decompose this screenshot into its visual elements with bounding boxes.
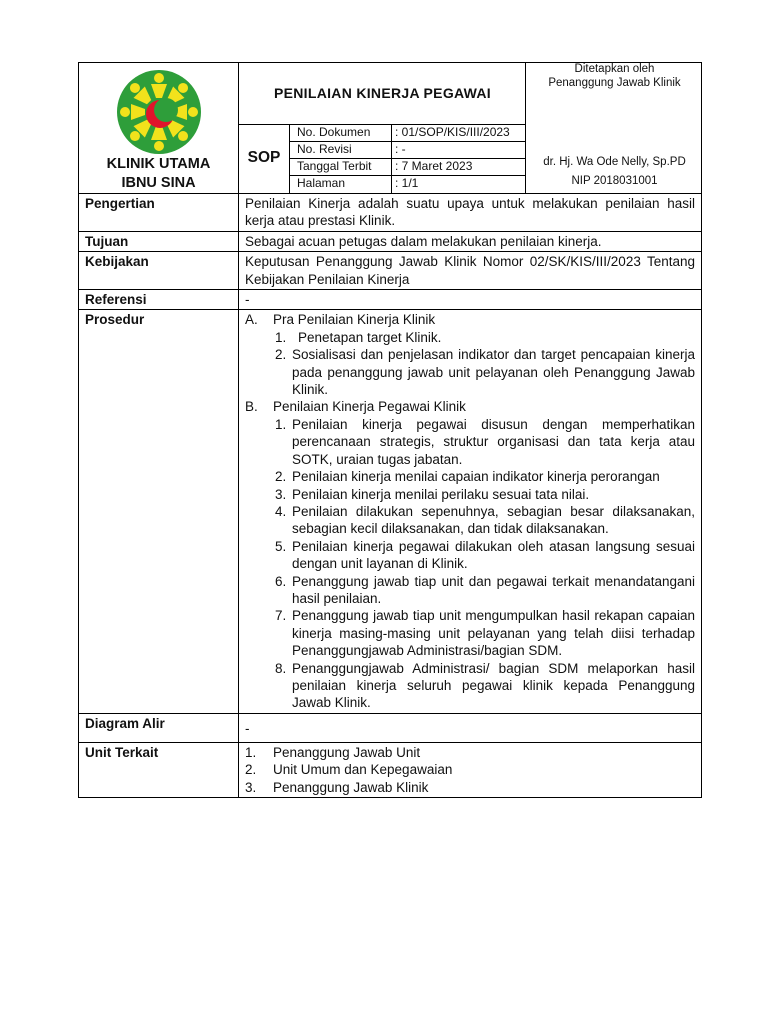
row-content: -: [239, 290, 702, 310]
divider: [238, 63, 239, 193]
item-text: Penilaian kinerja pegawai dilakukan oleh atasan langsung sesuai dengan unit layanan di Klinik.: [292, 538, 695, 572]
item-number: 1.: [245, 744, 257, 760]
list-item: [245, 779, 695, 796]
row-label: Diagram Alir: [79, 713, 239, 742]
document-title: PENILAIAN KINERJA PEGAWAI: [273, 85, 491, 101]
item-number: 6.: [275, 573, 287, 589]
row-label: Tujuan: [79, 231, 239, 251]
row-content: [239, 310, 702, 713]
item-number: 2.: [275, 469, 287, 485]
item-number: 2.: [245, 762, 257, 778]
field-value: : 01/SOP/KIS/III/2023: [395, 125, 510, 139]
row-content: Sebagai acuan petugas dalam melakukan penilaian kinerja.: [239, 231, 702, 251]
item-number: 3.: [275, 486, 287, 502]
row-content: Keputusan Penanggung Jawab Klinik Nomor 02/SK/KIS/III/2023 Tentang Kebijakan Penilaian Kinerja: [239, 252, 702, 290]
item-text: Sosialisasi dan penjelasan indikator dan target pencapaian kinerja pada penanggung jawab unit pelayanan oleh Penanggung Jawab Klinik.: [292, 347, 695, 398]
item-text: Penilaian dilakukan sepenuhnya, sebagian besar dilaksanakan, sebagian kecil dilaksanakan, dan tidak dilaksanakan.: [292, 503, 695, 537]
list-item: [245, 573, 695, 608]
list-item: [245, 607, 695, 659]
sop-label: SOP: [247, 149, 281, 166]
list-item: [245, 468, 695, 485]
signer-nip: NIP 2018031001: [571, 175, 658, 187]
field-label: Halaman: [297, 176, 346, 190]
field-label: Tanggal Terbit: [297, 159, 372, 173]
item-text: Penilaian kinerja pegawai disusun dengan memperhatikan perencanaan strategis, struktur organisasi dan tata kerja atau SOTK, uraian tugas jabatan.: [292, 416, 695, 467]
row-label: Kebijakan: [79, 252, 239, 290]
section-title: Penilaian Kinerja Pegawai Klinik: [273, 399, 466, 415]
field-value: : 1/1: [395, 176, 419, 190]
item-number: 3.: [245, 779, 257, 795]
item-text: Penilaian kinerja menilai perilaku sesuai tata nilai.: [292, 486, 590, 502]
item-text: Penanggungjawab Administrasi/ bagian SDM melaporkan hasil penilaian kinerja seluruh pegawai klinik kepada Penanggung Jawab Klinik.: [292, 660, 695, 711]
list-item: [245, 416, 695, 468]
sop-header: [78, 62, 702, 193]
row-referensi: [79, 290, 702, 310]
item-number: 1.: [275, 329, 287, 345]
item-text: Penanggung Jawab Klinik: [273, 779, 429, 795]
signer-name: dr. Hj. Wa Ode Nelly, Sp.PD: [543, 156, 686, 168]
item-text: Penanggung Jawab Unit: [273, 744, 421, 760]
row-label: Referensi: [79, 290, 239, 310]
item-text: Penanggung jawab tiap unit dan pegawai terkait menandatangani hasil penilaian.: [292, 573, 695, 606]
item-text: Unit Umum dan Kepegawaian: [273, 762, 453, 778]
item-number: 7.: [275, 608, 287, 624]
item-number: 4.: [275, 503, 287, 519]
item-number: 5.: [275, 538, 287, 554]
section-heading: [245, 311, 695, 328]
field-value: : -: [395, 142, 406, 156]
list-item: [245, 761, 695, 778]
clinic-logo: [109, 69, 209, 155]
item-text: Penetapan target Klinik.: [298, 329, 442, 345]
section-key: A.: [245, 312, 258, 328]
established-by: Ditetapkan oleh: [574, 63, 655, 75]
list-item: [245, 329, 695, 346]
list-item: [245, 346, 695, 398]
item-number: 2.: [275, 347, 287, 363]
established-by-role: Penanggung Jawab Klinik: [548, 77, 681, 89]
row-tujuan: [79, 231, 702, 251]
row-content: Penilaian Kinerja adalah suatu upaya untuk melakukan penilaian hasil kerja atau prestasi Klinik.: [239, 194, 702, 232]
row-pengertian: [79, 194, 702, 232]
row-label: Prosedur: [79, 310, 239, 713]
item-number: 8.: [275, 660, 287, 676]
row-content: -: [239, 713, 702, 742]
clinic-name-line2: IBNU SINA: [121, 175, 196, 191]
row-diagram-alir: [79, 713, 702, 742]
item-text: Penanggung jawab tiap unit mengumpulkan hasil rekapan capaian kinerja masing-masing unit pelayanan yang telah diisi terhadap Penanggungjawab Administrasi/bagian SDM.: [292, 608, 695, 659]
list-item: [245, 744, 695, 761]
row-label: Unit Terkait: [79, 742, 239, 797]
field-label: No. Revisi: [297, 142, 352, 156]
clinic-name-line1: KLINIK UTAMA: [106, 156, 211, 172]
section-title: Pra Penilaian Kinerja Klinik: [273, 312, 436, 328]
row-label: Pengertian: [79, 194, 239, 232]
item-number: 1.: [275, 416, 287, 432]
list-item: [245, 538, 695, 573]
sop-table: [78, 193, 702, 798]
list-item: [245, 660, 695, 712]
field-label: No. Dokumen: [297, 125, 371, 139]
row-kebijakan: [79, 252, 702, 290]
list-item: [245, 486, 695, 503]
section-heading: [245, 398, 695, 415]
item-text: Penilaian kinerja menilai capaian indikator kinerja perorangan: [292, 469, 660, 485]
field-value: : 7 Maret 2023: [395, 159, 473, 173]
row-content: [239, 742, 702, 797]
sop-document: [78, 62, 702, 798]
list-item: [245, 503, 695, 538]
section-key: B.: [245, 399, 258, 415]
row-prosedur: [79, 310, 702, 713]
row-unit-terkait: [79, 742, 702, 797]
